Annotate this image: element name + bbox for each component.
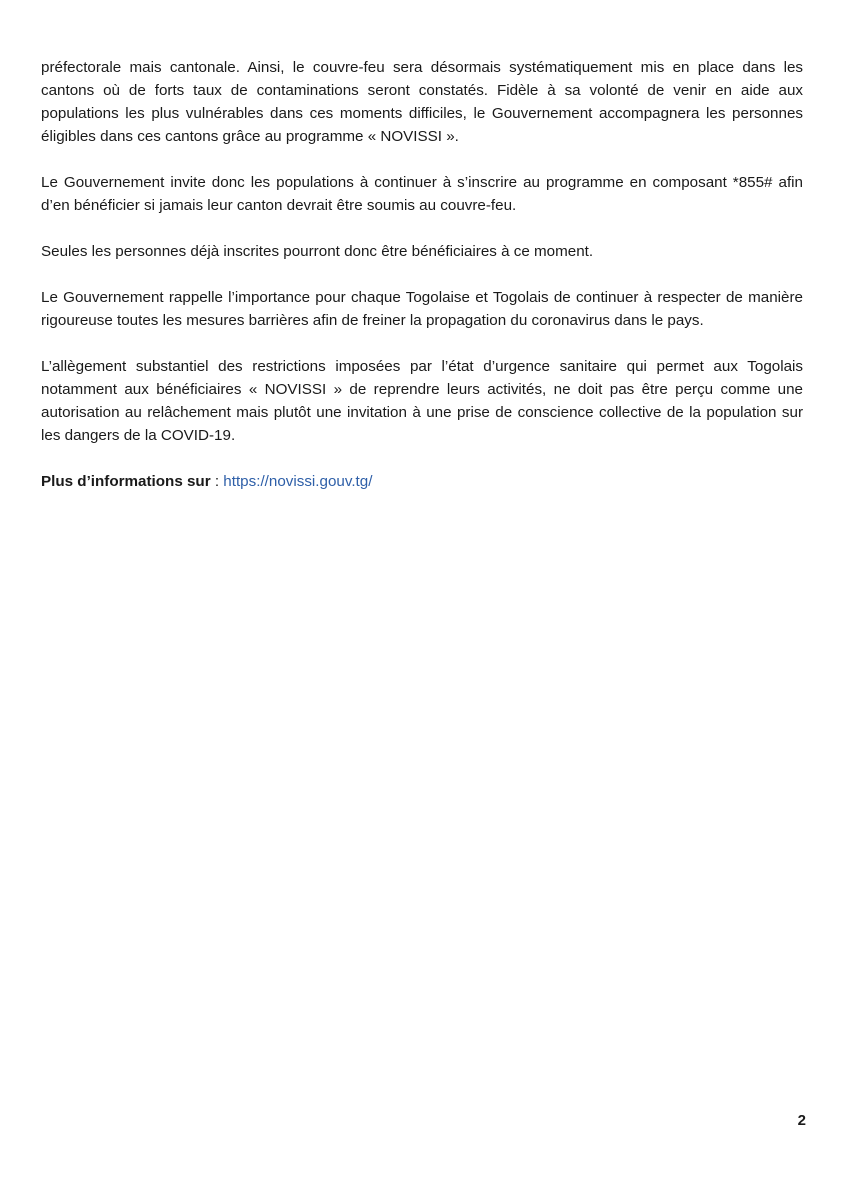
more-info-separator: :: [210, 473, 224, 490]
paragraph-registered-beneficiaries: Seules les personnes déjà inscrites pourront donc être bénéficiaires à ce moment.: [41, 243, 594, 260]
page-number: 2: [797, 1112, 806, 1129]
paragraph-restrictions-easing: L’allègement substantiel des restrictions imposées par l’état d’urgence sanitaire qui permet aux Togolais notamment aux bénéficiaires « NOVISSI » de reprendre leurs activités, ne doit pas être perçu comme une autorisation au relâchement mais plutôt une invitation à une prise de conscience collective de la population sur les dangers de la COVID-19.: [41, 358, 803, 444]
document-body: [41, 56, 803, 516]
paragraph-curfew-cantons: préfectorale mais cantonale. Ainsi, le couvre-feu sera désormais systématiquement mis en place dans les cantons où de forts taux de contaminations seront constatés. Fidèle à sa volonté de venir en aide aux populations les plus vulnérables dans ces moments difficiles, le Gouvernement accompagnera les personnes éligibles dans ces cantons grâce au programme « NOVISSI ».: [41, 59, 803, 145]
novissi-website-link[interactable]: https://novissi.gouv.tg/: [223, 473, 373, 490]
more-info-label: Plus d’informations sur: [41, 473, 211, 490]
more-info-line: [41, 470, 803, 493]
paragraph-registration-invite: Le Gouvernement invite donc les populations à continuer à s’inscrire au programme en composant *855# afin d’en bénéficier si jamais leur canton devrait être soumis au couvre-feu.: [41, 174, 803, 214]
paragraph-barrier-measures: Le Gouvernement rappelle l’importance pour chaque Togolaise et Togolais de continuer à respecter de manière rigoureuse toutes les mesures barrières afin de freiner la propagation du coronavirus dans le pays.: [41, 289, 803, 329]
